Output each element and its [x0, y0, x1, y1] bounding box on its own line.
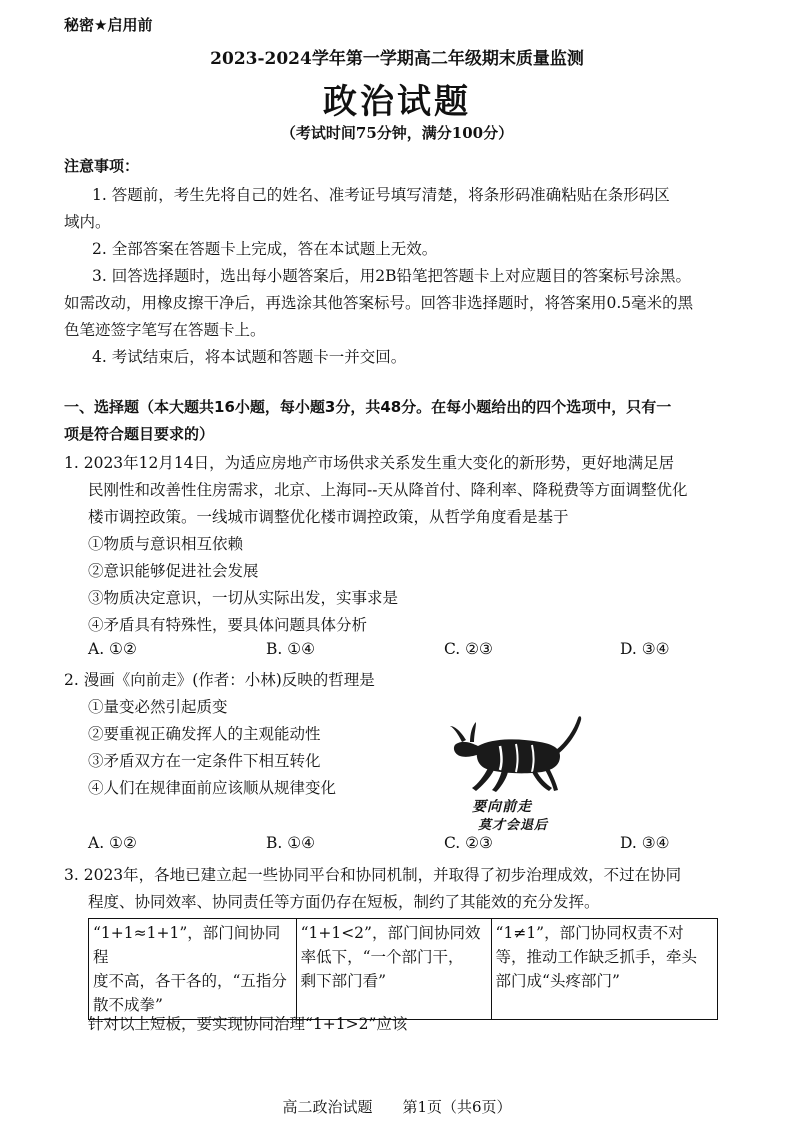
q1-item: ①物质与意识相互依赖	[88, 535, 244, 553]
page-footer: 高二政治试题 第1页（共6页）	[282, 1098, 512, 1116]
notice-line: 1. 答题前，考生先将自己的姓名、准考证号填写清楚，将条形码准确粘贴在条形码区	[92, 186, 670, 204]
table-cell	[296, 919, 491, 1020]
q1-option-b: B. ①④	[266, 640, 316, 658]
cell-line: 率低下，“一个部门干，	[300, 948, 464, 966]
q2-option-c: C. ②③	[444, 834, 493, 852]
q3-stem: 3. 2023年，各地已建立起一些协同平台和协同机制，并取得了初步治理成效，不过在协同	[64, 866, 682, 884]
table-cell	[491, 919, 717, 1020]
notice-heading: 注意事项：	[64, 157, 140, 175]
q2-option-b: B. ①④	[266, 834, 316, 852]
q1-option-c: C. ②③	[444, 640, 493, 658]
table-cell	[89, 919, 297, 1020]
subject-title: 政治试题	[323, 82, 471, 122]
exam-info: （考试时间75分钟，满分100分）	[280, 124, 514, 142]
q1-stem: 民刚性和改善性住房需求，北京、上海同--天从降首付、降利率、降税费等方面调整优化	[88, 481, 688, 499]
cartoon-caption: 要向前走	[472, 799, 532, 815]
q2-stem: 2. 漫画《向前走》(作者：小林)反映的哲理是	[64, 671, 375, 689]
cell-line: 散不成拳”	[93, 996, 163, 1014]
q1-option-d: D. ③④	[620, 640, 670, 658]
q2-item: ④人们在规律面前应该顺从规律变化	[88, 779, 337, 797]
section-heading: 项是符合题目要求的）	[64, 425, 215, 443]
cell-line: 剩下部门看”	[300, 972, 386, 990]
q3-table	[88, 918, 718, 1020]
q3-stem: 程度、协同效率、协同责任等方面仍存在短板，制约了其能效的充分发挥。	[88, 893, 600, 911]
section-heading: 一、选择题（本大题共16小题，每小题3分，共48分。在每小题给出的四个选项中，只有一	[64, 398, 672, 416]
q1-item: ③物质决定意识，一切从实际出发，实事求是	[88, 589, 399, 607]
q2-item: ③矛盾双方在一定条件下相互转化	[88, 752, 321, 770]
cell-line: 等，推动工作缺乏抓手，牵头	[495, 948, 698, 966]
cell-line: 度不高，各干各的，“五指分	[93, 972, 287, 990]
notice-line: 3. 回答选择题时，选出每小题答案后，用2B铅笔把答题卡上对应题目的答案标号涂黑。	[92, 267, 691, 285]
q1-stem: 楼市调控政策。一线城市调整优化楼市调控政策，从哲学角度看是基于	[88, 508, 569, 526]
notice-line: 如需改动，用橡皮擦干净后，再选涂其他答案标号。回答非选择题时，将答案用0.5毫米的黑	[64, 294, 694, 312]
exam-title: 2023-2024学年第一学期高二年级期末质量监测	[210, 49, 584, 69]
q1-item: ④矛盾具有特殊性，要具体问题具体分析	[88, 616, 368, 634]
q3-closing: 针对以上短板，要实现协同治理“1+1>2”应该	[88, 1015, 408, 1033]
q1-item: ②意识能够促进社会发展	[88, 562, 259, 580]
q2-option-d: D. ③④	[620, 834, 670, 852]
q1-stem: 1. 2023年12月14日，为适应房地产市场供求关系发生重大变化的新形势，更好地满足居	[64, 454, 675, 472]
q2-option-a: A. ①②	[88, 834, 137, 852]
cell-line: “1≠1”，部门协同权责不对	[495, 924, 684, 942]
q1-option-a: A. ①②	[88, 640, 137, 658]
notice-line: 4. 考试结束后，将本试题和答题卡一并交回。	[92, 348, 407, 366]
cell-line: “1+1≈1+1”，部门间协同程	[93, 924, 281, 966]
secret-label: 秘密★启用前	[64, 16, 153, 34]
cell-line: “1+1<2”，部门间协同效	[300, 924, 481, 942]
notice-line: 2. 全部答案在答题卡上完成，答在本试题上无效。	[92, 240, 438, 258]
cartoon-caption: 莫才会退后	[478, 818, 549, 833]
q2-item: ②要重视正确发挥人的主观能动性	[88, 725, 321, 743]
q2-item: ①量变必然引起质变	[88, 698, 228, 716]
cell-line: 部门成“头疼部门”	[495, 972, 620, 990]
notice-line: 色笔迹签字笔写在答题卡上。	[64, 321, 266, 339]
table-row	[89, 919, 718, 1020]
notice-line: 域内。	[64, 213, 111, 231]
